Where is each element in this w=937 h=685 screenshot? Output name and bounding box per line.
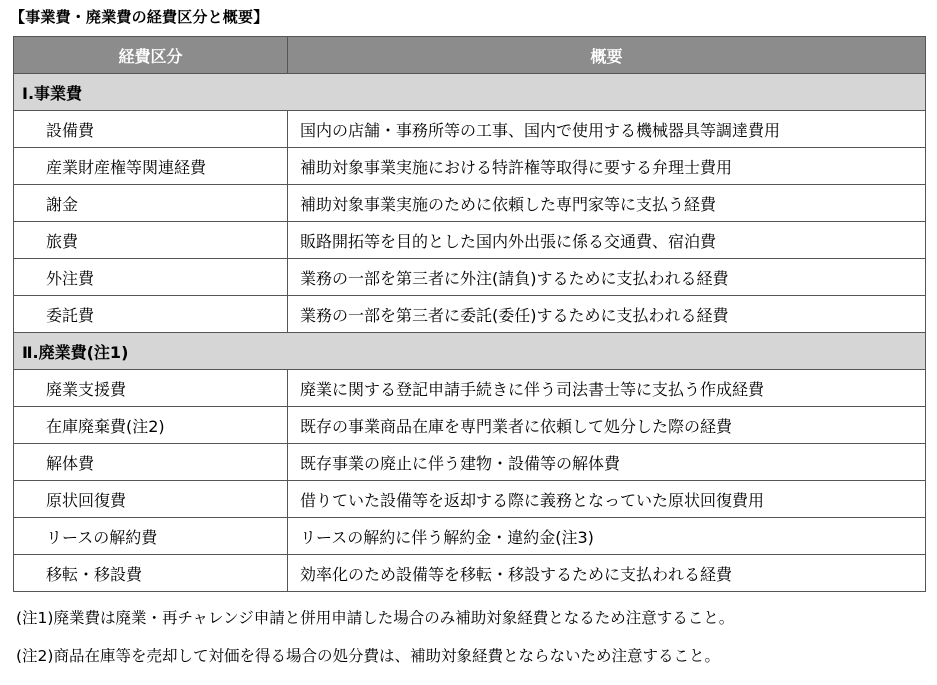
description-cell: 販路開拓等を目的とした国内外出張に係る交通費、宿泊費 xyxy=(288,222,926,259)
category-cell: 謝金 xyxy=(14,185,288,222)
table-row xyxy=(14,444,926,481)
table-row xyxy=(14,370,926,407)
description-cell: リースの解約に伴う解約金・違約金(注3) xyxy=(288,518,926,555)
table-row xyxy=(14,407,926,444)
description-cell: 既存事業の廃止に伴う建物・設備等の解体費 xyxy=(288,444,926,481)
table-row xyxy=(14,555,926,592)
table-row xyxy=(14,296,926,333)
table-row xyxy=(14,148,926,185)
section-row-business xyxy=(14,74,926,111)
footnote-2: (注2)商品在庫等を売却して対価を得る場合の処分費は、補助対象経費とならないため注意すること。 xyxy=(16,647,720,665)
table-row xyxy=(14,185,926,222)
description-cell: 廃業に関する登記申請手続きに伴う司法書士等に支払う作成経費 xyxy=(288,370,926,407)
expense-table xyxy=(13,36,926,592)
category-cell: 産業財産権等関連経費 xyxy=(14,148,288,185)
section-row-closure xyxy=(14,333,926,370)
header-category: 経費区分 xyxy=(14,37,288,74)
category-cell: リースの解約費 xyxy=(14,518,288,555)
category-cell: 設備費 xyxy=(14,111,288,148)
category-cell: 外注費 xyxy=(14,259,288,296)
description-cell: 補助対象事業実施のために依頼した専門家等に支払う経費 xyxy=(288,185,926,222)
category-cell: 委託費 xyxy=(14,296,288,333)
document-title: 【事業費・廃業費の経費区分と概要】 xyxy=(10,8,269,26)
category-cell: 移転・移設費 xyxy=(14,555,288,592)
table-row xyxy=(14,259,926,296)
table-row xyxy=(14,111,926,148)
description-cell: 国内の店舗・事務所等の工事、国内で使用する機械器具等調達費用 xyxy=(288,111,926,148)
header-description: 概要 xyxy=(288,37,926,74)
category-cell: 在庫廃棄費(注2) xyxy=(14,407,288,444)
footnote-1: (注1)廃業費は廃業・再チャレンジ申請と併用申請した場合のみ補助対象経費となるため注意すること。 xyxy=(16,609,735,627)
table-row xyxy=(14,222,926,259)
category-cell: 旅費 xyxy=(14,222,288,259)
description-cell: 補助対象事業実施における特許権等取得に要する弁理士費用 xyxy=(288,148,926,185)
table-row xyxy=(14,481,926,518)
description-cell: 既存の事業商品在庫を専門業者に依頼して処分した際の経費 xyxy=(288,407,926,444)
description-cell: 業務の一部を第三者に委託(委任)するために支払われる経費 xyxy=(288,296,926,333)
section-label: Ⅱ.廃業費(注1) xyxy=(14,333,926,370)
description-cell: 効率化のため設備等を移転・移設するために支払われる経費 xyxy=(288,555,926,592)
table-header-row xyxy=(14,37,926,74)
description-cell: 借りていた設備等を返却する際に義務となっていた原状回復費用 xyxy=(288,481,926,518)
category-cell: 廃業支援費 xyxy=(14,370,288,407)
description-cell: 業務の一部を第三者に外注(請負)するために支払われる経費 xyxy=(288,259,926,296)
category-cell: 原状回復費 xyxy=(14,481,288,518)
table-row xyxy=(14,518,926,555)
category-cell: 解体費 xyxy=(14,444,288,481)
section-label: Ⅰ.事業費 xyxy=(14,74,926,111)
